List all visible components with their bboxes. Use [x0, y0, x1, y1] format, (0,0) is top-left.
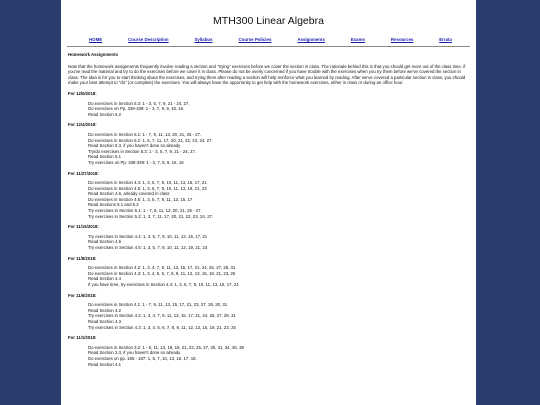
- assignment-items: [68, 234, 470, 251]
- due-date: For 11/27/2018:: [68, 170, 99, 176]
- nav-syllabus[interactable]: Syllabus: [194, 37, 213, 42]
- assignment-item: Try exercises in Section 4.4: 1, 3, 5, 7, 9, 10, 11, 13, 15, 17, 21: [88, 233, 208, 239]
- assignment-group: [68, 293, 470, 331]
- assignment-item: Read Section 4.6, already covered in class: [88, 191, 170, 197]
- assignment-group: [68, 224, 470, 250]
- assignment-item: Do exercises in Section 4.6: 1, 3, 5, 7, 9, 11, 13, 15, 17: [88, 196, 193, 202]
- assignment-item: Read Section 4.2: [88, 307, 121, 313]
- page: [61, 0, 476, 405]
- assignment-item: Read Section 4.5: [88, 239, 121, 245]
- assignment-item: Do exercises on pp. 186 - 187: 1, 5, 7, 10, 13, 15, 17, 18.: [88, 355, 197, 361]
- assignment-item: Read Section 4.1: [88, 361, 121, 367]
- assignment-item: Do exercises in Section 5.3: 1 - 3, 5, 7, 9, 21 - 24, 27.: [88, 100, 190, 106]
- main-content: [61, 52, 476, 367]
- assignment-items: [68, 101, 470, 118]
- assignment-item: Do exercises in Section 5.2: 1, 5, 7, 11, 17, 20, 21, 22, 23, 24, 27.: [88, 137, 213, 143]
- assignment-item: Do exercises in Section 4.3: 1, 3, 4, 5, 6, 7, 8, 9, 11, 12, 13, 15, 19, 21, 23, 25: [88, 270, 236, 276]
- due-date: For 11/8/2018:: [68, 255, 97, 261]
- assignment-group: [68, 171, 470, 220]
- assignment-item: Try/do exercises in Section 5.3: 1 - 3, 5, 7, 9, 21 - 24, 27.: [88, 148, 197, 154]
- assignment-item: Do exercises in Section 3.2: 1 - 5, 11, 13, 18, 19, 21, 22, 25, 27, 30, 31, 34, 36, 39: [88, 344, 244, 350]
- due-date: For 12/4/2018:: [68, 122, 97, 128]
- assignment-item: Try exercises in Section 4.5: 1, 3, 5, 7, 9, 10, 11, 13, 19, 21, 23: [88, 245, 208, 251]
- due-date: For 11/1/2018:: [68, 335, 97, 341]
- nav-assignments[interactable]: Assignments: [297, 37, 325, 42]
- assignment-item: Do exercises in Section 4.1: 1 - 7, 9, 11, 13, 15, 17, 21, 23, 27, 28, 30, 31: [88, 302, 228, 308]
- assignment-item: Do exercises in Section 4.4: 1, 3, 5, 7, 9, 10, 11, 13, 15, 17, 21: [88, 180, 207, 186]
- assignment-item: Try exercises in Section 5.1: 1 - 7, 9, 11, 13, 20, 21, 25 - 27.: [88, 208, 202, 214]
- assignment-item: Do exercises in Section 4.2: 1, 3, 4, 7, 9, 11, 13, 15, 17, 21, 24, 25, 27, 28, 31: [88, 265, 236, 271]
- nav-bar: [61, 37, 476, 42]
- assignment-item: Do exercises on Pp. 338-339: 1 - 3, 7, 8, 9, 15, 16.: [88, 106, 185, 112]
- assignment-items: [68, 132, 470, 166]
- assignment-item: Read Section 3.3, if you haven't done so already: [88, 350, 181, 356]
- assignment-list: [68, 91, 470, 367]
- nav-course-description[interactable]: Course Description: [128, 37, 169, 42]
- intro-paragraph: Note that the homework assignments frequently involve reading a section and "trying" exercises before we cover the section in class. The rationale behind this is that you should get more out of the class time, if you've read the material and try to do the exercises before we cover it in class. Please do not be overly concerned if you have trouble with the exercises when you try them before we've covered the section in class. The idea is for you to start thinking about the exercises, and trying them after reading a section will help reinforce what you learned by reading. After we've covered a particular section in class, you should make your best attempt to "do" (or complete) the exercises. You will always have the opportunity to get help with the homework exercises, either in class or during an office hour.: [68, 63, 466, 86]
- nav-errata[interactable]: Errata: [439, 37, 452, 42]
- assignment-item: Try exercises in Section 4.2: 1, 3, 4, 7, 9, 11, 13, 15, 17, 21, 24, 25, 27, 28, 31: [88, 313, 236, 319]
- due-date: For 12/6/2018:: [68, 90, 97, 96]
- assignment-item: Try exercises on Pp. 338-339: 1 - 3, 7, 8, 9, 15, 16: [88, 159, 184, 165]
- assignment-group: [68, 335, 470, 367]
- assignment-items: [68, 265, 470, 287]
- assignment-items: [68, 180, 470, 219]
- assignment-item: Try exercises in Section 4.3: 1, 3, 4, 5, 6, 7, 8, 9, 11, 12, 13, 15, 19, 21, 23, 25: [88, 324, 236, 330]
- assignment-items: [68, 345, 470, 367]
- section-heading: Homework Assignments: [68, 52, 118, 57]
- due-date: For 11/15/2018:: [68, 224, 99, 230]
- assignment-item: Read Section 6.1: [88, 154, 121, 160]
- assignment-item: Read Section 4.3: [88, 318, 121, 324]
- assignment-item: If you have time, try exercises in Section 4.4: 1, 3, 5, 7, 9, 10, 11, 13, 15, 17, 21: [88, 282, 239, 287]
- nav-exams[interactable]: Exams: [350, 37, 365, 42]
- assignment-item: Try exercises in Section 5.2: 1, 3, 7, 11, 17, 20, 21, 22, 23, 24, 27.: [88, 213, 214, 219]
- assignment-item: Read Section 5.3, if you haven't done so already: [88, 143, 181, 149]
- nav-course-policies[interactable]: Course Policies: [238, 37, 272, 42]
- divider: [67, 46, 470, 47]
- assignment-group: [68, 122, 470, 165]
- assignment-item: Read Sections 5.1 and 5.2: [88, 202, 139, 208]
- assignment-item: Do exercises in Section 4.5: 1, 3, 5, 7, 9, 10, 11, 13, 19, 21, 23: [88, 185, 207, 191]
- nav-resources[interactable]: Resources: [390, 37, 414, 42]
- assignment-group: [68, 91, 470, 117]
- assignment-item: Do exercises in Section 5.1: 1 - 7, 9, 11, 13, 20, 21, 25 - 27.: [88, 131, 202, 137]
- assignment-group: [68, 256, 470, 288]
- page-title: MTH300 Linear Algebra: [213, 15, 324, 27]
- assignment-item: Read Section 6.2: [88, 111, 121, 117]
- assignment-item: Read Section 4.4: [88, 276, 121, 282]
- due-date: For 11/6/2018:: [68, 292, 97, 298]
- nav-home[interactable]: HOME: [89, 37, 103, 42]
- assignment-items: [68, 302, 470, 330]
